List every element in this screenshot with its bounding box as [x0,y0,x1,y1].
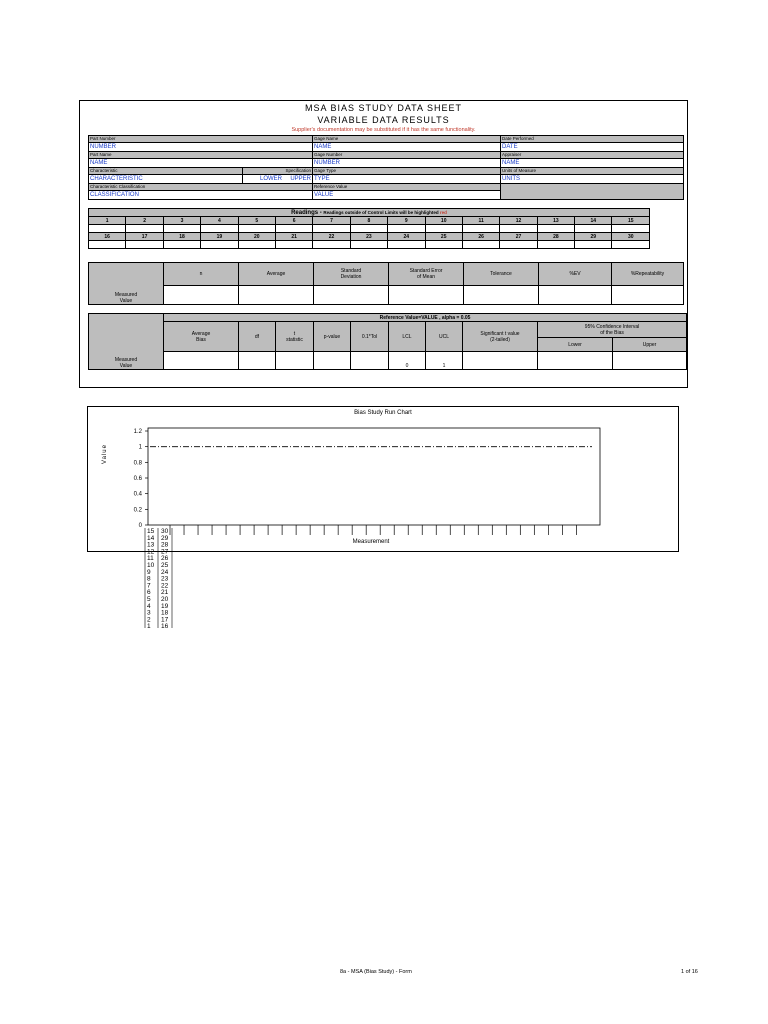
ci-upper-header: Upper [613,338,687,352]
reading-number: 20 [238,233,275,241]
std-err-header: Standard Error of Mean [389,263,464,286]
reading-number: 3 [163,217,200,225]
y-tick-label: 0.2 [133,507,142,514]
reading-number: 16 [89,233,126,241]
gage-name-field[interactable]: NAME [313,143,501,152]
x-label-right: 20 [161,596,169,603]
appraiser-label: Appraiser [501,152,684,159]
reading-number: 13 [537,217,574,225]
ucl-cell: 1 [426,352,463,370]
average-header: Average [239,263,314,286]
part-number-field[interactable]: NUMBER [89,143,313,152]
x-label-right: 24 [161,568,169,576]
y-axis-label: Value [102,444,108,464]
x-label-left: 14 [147,534,155,542]
gage-type-field[interactable]: TYPE [313,175,501,184]
avg-bias-header: Average Bias [164,322,239,352]
specification-label: Specification [243,168,313,175]
reading-number: 1 [89,217,126,225]
x-label-left: 4 [147,602,151,610]
x-label-right: 19 [161,602,169,610]
x-label-right: 30 [161,528,169,535]
plot-area [148,428,600,525]
y-tick-label: 1 [138,444,142,451]
x-label-right: 29 [161,534,169,542]
y-tick-label: 1.2 [133,429,142,435]
gage-number-field[interactable]: NUMBER [313,159,501,168]
reading-number: 22 [313,233,350,241]
n-header: n [164,263,239,286]
part-number-label: Part Number [89,136,313,143]
x-label-left: 12 [147,548,155,556]
spec-lower[interactable]: LOWER [259,176,282,182]
reading-number: 17 [126,233,163,241]
tol-header: 0.1*Tol [351,322,389,352]
reading-number: 6 [275,217,312,225]
reading-number: 28 [537,233,574,241]
x-label-left: 5 [147,596,151,603]
reading-number: 9 [388,217,425,225]
ref-value-field[interactable]: VALUE [313,191,501,200]
reading-number: 19 [201,233,238,241]
p-value-header: p-value [314,322,351,352]
footer-page-number: 1 of 16 [681,969,698,975]
x-axis-label: Measurement [352,539,390,545]
y-tick-label: 0 [138,523,142,529]
y-tick-label: 0.6 [133,476,142,482]
x-label-left: 8 [147,575,151,583]
x-label-left: 15 [147,528,155,535]
readings-title: Readings - Readings outside of Control Limits will be highlighted red [89,209,650,217]
lcl-header: LCL [389,322,426,352]
classification-field[interactable]: CLASSIFICATION [89,191,313,200]
date-label: Date Performed [501,136,684,143]
reading-number: 11 [462,217,499,225]
reading-number: 15 [612,217,650,225]
chart-title: Bias Study Run Chart [354,410,412,416]
reading-number: 4 [201,217,238,225]
reading-number: 26 [462,233,499,241]
x-label-left: 6 [147,589,151,597]
x-label-left: 7 [147,582,151,590]
ci-lower-header: Lower [538,338,613,352]
x-label-right: 26 [161,555,169,563]
units-label: Units of Measure [501,168,684,175]
x-label-left: 10 [147,562,155,569]
units-field[interactable]: UNITS [501,175,684,184]
sheet-title: MSA BIAS STUDY DATA SHEET [304,103,463,113]
gage-type-label: Gage Type [313,168,501,175]
stats-row-label: Measured Value [89,263,164,305]
supplier-note: Supplier's documentation may be substituted if it has the same functionality. [291,127,476,133]
characteristic-label: Characteristic [89,168,243,175]
x-label-left: 9 [147,568,151,576]
reading-number: 21 [275,233,312,241]
reading-number: 27 [500,233,537,241]
y-tick-label: 0.8 [133,460,142,467]
ci-header: 95% Confidence Interval of the Bias [538,322,687,338]
ucl-header: UCL [426,322,463,352]
x-label-right: 23 [161,575,169,583]
x-label-left: 3 [147,609,151,617]
gage-name-label: Gage Name [313,136,501,143]
reading-number: 7 [313,217,350,225]
x-label-left: 2 [147,616,151,624]
x-label-right: 16 [161,623,169,631]
spec-upper[interactable]: UPPER [290,176,312,182]
ref-value-label: Reference Value [313,184,501,191]
t-stat-header: t statistic [276,322,314,352]
characteristic-field[interactable]: CHARACTERISTIC [89,175,243,184]
reading-number: 30 [612,233,650,241]
reading-number: 8 [350,217,387,225]
y-tick-label: 0.4 [133,491,142,498]
x-label-left: 1 [147,623,151,631]
reading-number: 23 [350,233,387,241]
sheet-subtitle: VARIABLE DATA RESULTS [317,115,450,125]
x-label-right: 27 [161,548,169,556]
classification-label: Characteristic Classification [89,184,313,191]
std-dev-header: Standard Deviation [314,263,389,286]
x-label-right: 25 [161,562,169,569]
x-label-right: 28 [161,541,169,549]
repeatability-header: %Repeatability [612,263,684,286]
lcl-cell: 0 [389,352,426,370]
df-header: df [239,322,276,352]
sig-t-header: Significant t value (2-tailed) [463,322,538,352]
bias-row-label: Measured Value [89,314,164,370]
x-label-right: 17 [161,616,169,624]
x-label-right: 22 [161,582,169,590]
reading-number: 25 [425,233,462,241]
tolerance-header: Tolerance [464,263,539,286]
x-label-right: 18 [161,609,169,617]
bias-title: Reference Value=VALUE , alpha = 0.05 [164,314,687,322]
reading-number: 29 [575,233,612,241]
appraiser-field[interactable]: NAME [501,159,684,168]
date-field[interactable]: DATE [501,143,684,152]
reading-number: 24 [388,233,425,241]
ev-header: %EV [539,263,612,286]
reading-number: 2 [126,217,163,225]
gage-number-label: Gage Number [313,152,501,159]
reading-number: 12 [500,217,537,225]
reading-number: 10 [425,217,462,225]
x-label-right: 21 [161,589,169,597]
reading-number: 18 [163,233,200,241]
reading-number: 14 [575,217,612,225]
part-name-label: Part Name [89,152,313,159]
part-name-field[interactable]: NAME [89,159,313,168]
reading-number: 5 [238,217,275,225]
x-label-left: 13 [147,541,155,549]
x-label-left: 11 [147,555,154,563]
footer-form-name: 8a - MSA (Bias Study) - Form [340,969,412,975]
